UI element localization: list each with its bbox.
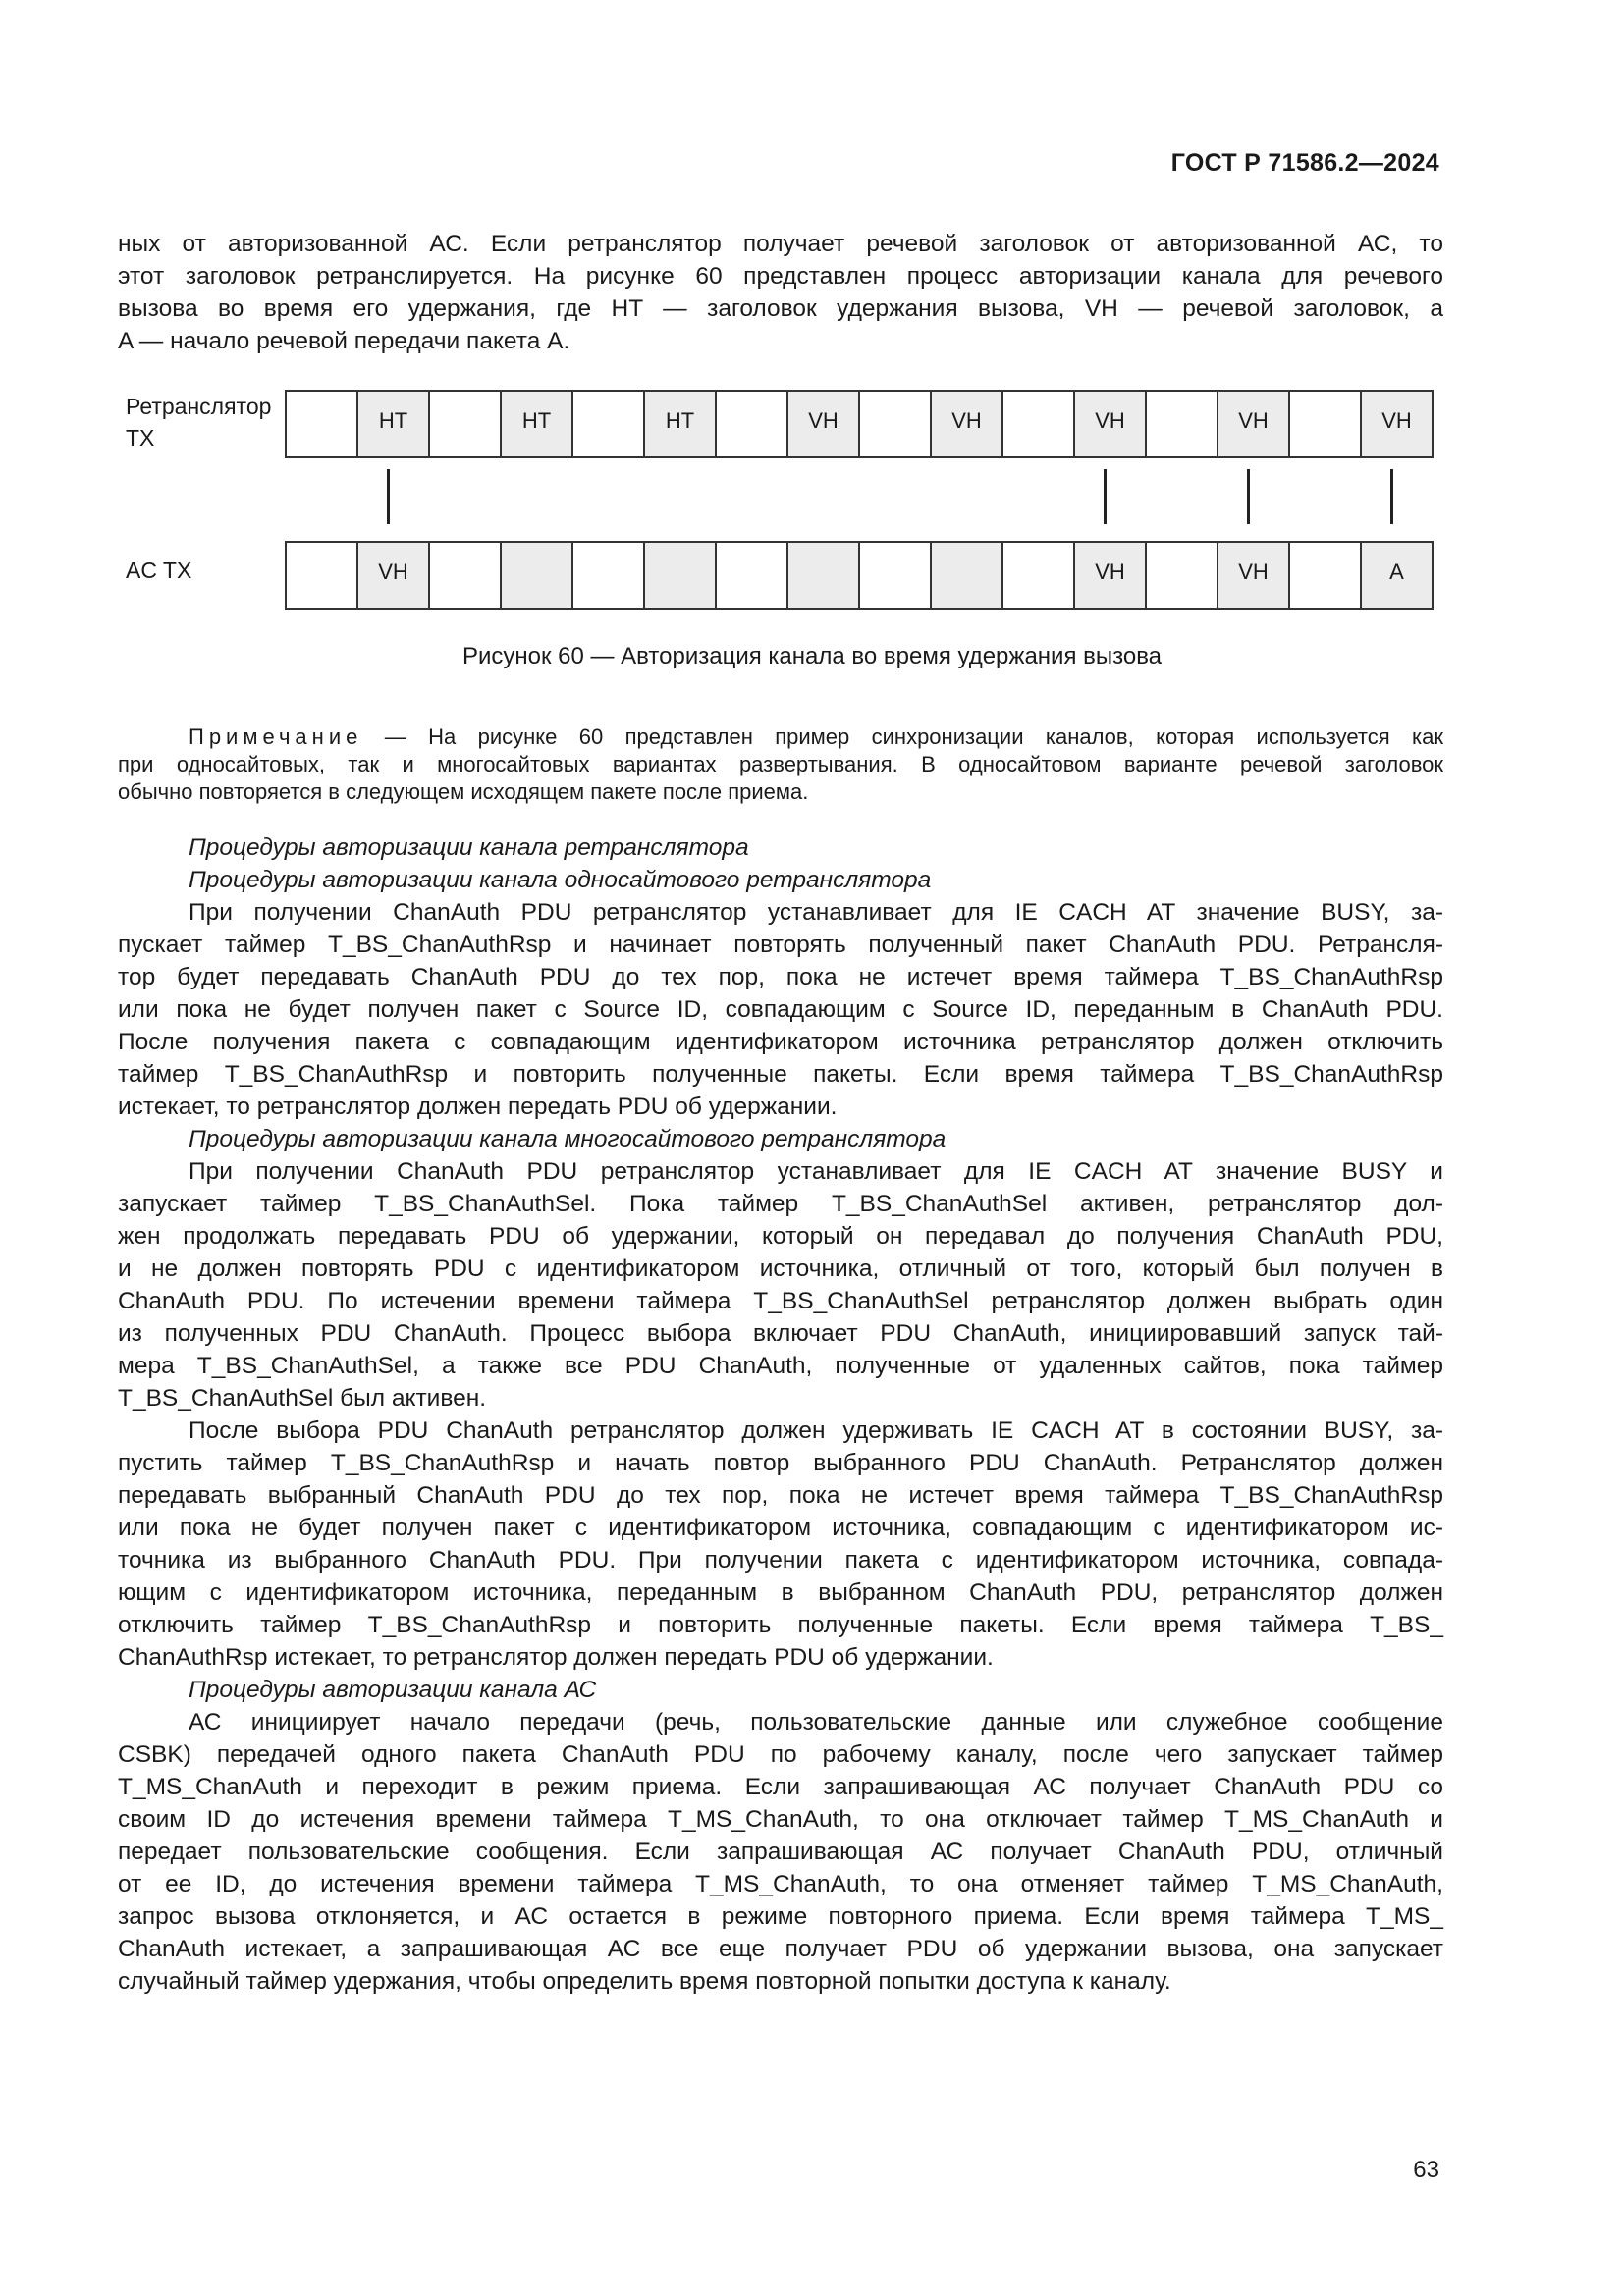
text-line: ющим с идентификатором источника, переданным в выбранном ChanAuth PDU, ретранслятор должен <box>118 1579 1443 1606</box>
sync-line <box>1390 469 1393 524</box>
packet-cell-ht: HT <box>356 390 430 458</box>
packet-cell-empty <box>428 541 502 610</box>
body-text <box>118 831 1443 1998</box>
text-line: своим ID до истечения времени таймера T_MS_ChanAuth, то она отключает таймер T_MS_ChanAuth и <box>118 1806 1443 1833</box>
text-line: и не должен повторять PDU с идентификатором источника, отличный от того, который был получен в <box>118 1255 1443 1282</box>
sync-line <box>1247 469 1250 524</box>
text-line: истекает, то ретранслятор должен передать PDU об удержании. <box>118 1094 838 1120</box>
text-line: После получения пакета с совпадающим идентификатором источника ретранслятор должен отключить <box>118 1029 1443 1055</box>
text-line: пускает таймер T_BS_ChanAuthRsp и начинает повторять полученный пакет ChanAuth PDU. Ретрансля- <box>118 932 1443 958</box>
note-first-line <box>118 723 1443 751</box>
packet-cell-empty <box>1001 390 1075 458</box>
text-line: случайный таймер удержания, чтобы определить время повторной попытки доступа к каналу. <box>118 1968 1171 1995</box>
sync-line <box>387 469 390 524</box>
packet-cell-empty <box>786 541 860 610</box>
section-heading: Процедуры авторизации канала односайтового ретранслятора <box>189 867 932 893</box>
packet-cell-ht: HT <box>643 390 717 458</box>
packet-cell-empty <box>1288 541 1362 610</box>
packet-cell-empty <box>285 541 358 610</box>
text-line: После выбора PDU ChanAuth ретранслятор должен удерживать IE CACH AT в состоянии BUSY, за- <box>189 1417 1443 1444</box>
packet-cell-empty <box>1001 541 1075 610</box>
packet-cell-empty <box>715 541 788 610</box>
text-line: АС инициирует начало передачи (речь, пользовательские данные или служебное сообщение <box>189 1709 1443 1735</box>
note-label: Примечание <box>189 724 363 749</box>
text-line: отключить таймер T_BS_ChanAuthRsp и повторить полученные пакеты. Если время таймера T_BS_ <box>118 1612 1443 1638</box>
text-line: или пока не будет получен пакет с идентификатором источника, совпадающим с идентификатором ис- <box>118 1515 1443 1541</box>
packet-cell-vh: VH <box>1360 390 1434 458</box>
section-heading: Процедуры авторизации канала АС <box>189 1677 597 1703</box>
packet-cell-empty <box>571 541 645 610</box>
packet-cell-ht: HT <box>500 390 573 458</box>
text-line: ChanAuth PDU. По истечении времени таймера T_BS_ChanAuthSel ретранслятор должен выбрать один <box>118 1288 1443 1314</box>
packet-cell-empty <box>285 390 358 458</box>
text-line: вызова во время его удержания, где HT — заголовок удержания вызова, VH — речевой заголовок, а <box>118 295 1443 322</box>
packet-cell-empty <box>858 390 932 458</box>
row-label-line: TX <box>126 425 155 451</box>
packet-cell-empty <box>930 541 1003 610</box>
text-line: жен продолжать передавать PDU об удержании, который он передавал до получения ChanAuth PDU, <box>118 1223 1443 1250</box>
packet-cell-vh: VH <box>1217 390 1290 458</box>
figure-caption: Рисунок 60 — Авторизация канала во время удержания вызова <box>461 643 1163 669</box>
packet-cell-empty <box>1288 390 1362 458</box>
packet-cell-empty <box>428 390 502 458</box>
text-line: при односайтовых, так и многосайтовых вариантах развертывания. В односайтовом варианте речевой заголовок <box>118 752 1443 776</box>
text-line: ChanAuthRsp истекает, то ретранслятор должен передать PDU об удержании. <box>118 1644 994 1671</box>
note-text: — На рисунке 60 представлен пример синхронизации каналов, которая используется как <box>384 724 1443 749</box>
text-line: пустить таймер T_BS_ChanAuthRsp и начать повтор выбранного PDU ChanAuth. Ретранслятор должен <box>118 1450 1443 1476</box>
text-line: запрос вызова отклоняется, и АС остается в режиме повторного приема. Если время таймера T_MS_ <box>118 1903 1443 1930</box>
text-line: запускает таймер T_BS_ChanAuthSel. Пока таймер T_BS_ChanAuthSel активен, ретранслятор дол- <box>118 1191 1443 1217</box>
intro-paragraph <box>118 228 1443 357</box>
text-line: тор будет передавать ChanAuth PDU до тех пор, пока не истечет время таймера T_BS_ChanAuthRsp <box>118 964 1443 990</box>
text-line: T_MS_ChanAuth и переходит в режим приема. Если запрашивающая АС получает ChanAuth PDU со <box>118 1774 1443 1800</box>
packet-cell-empty <box>643 541 717 610</box>
packet-cell-vh: VH <box>1073 541 1147 610</box>
text-line: передает пользовательские сообщения. Если запрашивающая АС получает ChanAuth PDU, отличный <box>118 1839 1443 1865</box>
text-line: точника из выбранного ChanAuth PDU. При получении пакета с идентификатором источника, совпада- <box>118 1547 1443 1574</box>
text-line: передавать выбранный ChanAuth PDU до тех пор, пока не истечет время таймера T_BS_ChanAuthRsp <box>118 1482 1443 1509</box>
packet-cell-vh: VH <box>356 541 430 610</box>
sync-line <box>1104 469 1107 524</box>
row-label-ac-tx: AC TX <box>126 558 192 583</box>
text-line: или пока не будет получен пакет с Source ID, совпадающим с Source ID, переданным в ChanAuth PDU. <box>118 996 1443 1023</box>
text-line: из полученных PDU ChanAuth. Процесс выбора включает PDU ChanAuth, инициировавший запуск тай- <box>118 1320 1443 1347</box>
packet-cell-a: A <box>1360 541 1434 610</box>
packet-cell-empty <box>858 541 932 610</box>
text-line: T_BS_ChanAuthSel был активен. <box>118 1385 487 1412</box>
page-number: 63 <box>1413 2157 1439 2183</box>
packet-cell-empty <box>1145 390 1218 458</box>
packet-cell-empty <box>500 541 573 610</box>
packet-cell-vh: VH <box>1073 390 1147 458</box>
document-code: ГОСТ Р 71586.2—2024 <box>1170 149 1439 177</box>
row-label-line: Ретранслятор <box>126 394 272 419</box>
text-line: A — начало речевой передачи пакета A. <box>118 328 570 354</box>
packet-cell-vh: VH <box>1217 541 1290 610</box>
packet-cell-vh: VH <box>930 390 1003 458</box>
row-label-repeater-tx <box>126 391 271 454</box>
text-line: CSBK) передачей одного пакета ChanAuth PDU по рабочему каналу, после чего запускает таймер <box>118 1741 1443 1768</box>
text-line: этот заголовок ретранслируется. На рисунке 60 представлен процесс авторизации канала для речевого <box>118 263 1443 290</box>
packet-cell-empty <box>715 390 788 458</box>
section-heading: Процедуры авторизации канала ретранслятора <box>189 834 749 861</box>
text-line: таймер T_BS_ChanAuthRsp и повторить полученные пакеты. Если время таймера T_BS_ChanAuthRsp <box>118 1061 1443 1088</box>
text-line: мера T_BS_ChanAuthSel, а также все PDU ChanAuth, полученные от удаленных сайтов, пока таймер <box>118 1353 1443 1379</box>
section-heading: Процедуры авторизации канала многосайтового ретранслятора <box>189 1126 947 1152</box>
text-line: При получении ChanAuth PDU ретранслятор устанавливает для IE CACH AT значение BUSY и <box>189 1158 1443 1185</box>
text-line: ChanAuth истекает, а запрашивающая АС все еще получает PDU об удержании вызова, она запускает <box>118 1936 1443 1962</box>
text-line: от ее ID, до истечения времени таймера T_MS_ChanAuth, то она отменяет таймер T_MS_ChanAuth, <box>118 1871 1443 1897</box>
packet-cell-vh: VH <box>786 390 860 458</box>
text-line: При получении ChanAuth PDU ретранслятор устанавливает для IE CACH AT значение BUSY, за- <box>189 899 1443 926</box>
packet-cell-empty <box>571 390 645 458</box>
text-line: обычно повторяется в следующем исходящем пакете после приема. <box>118 779 809 804</box>
note-paragraph <box>118 723 1443 806</box>
text-line: ных от авторизованной АС. Если ретранслятор получает речевой заголовок от авторизованной АС, то <box>118 231 1443 257</box>
packet-cell-empty <box>1145 541 1218 610</box>
